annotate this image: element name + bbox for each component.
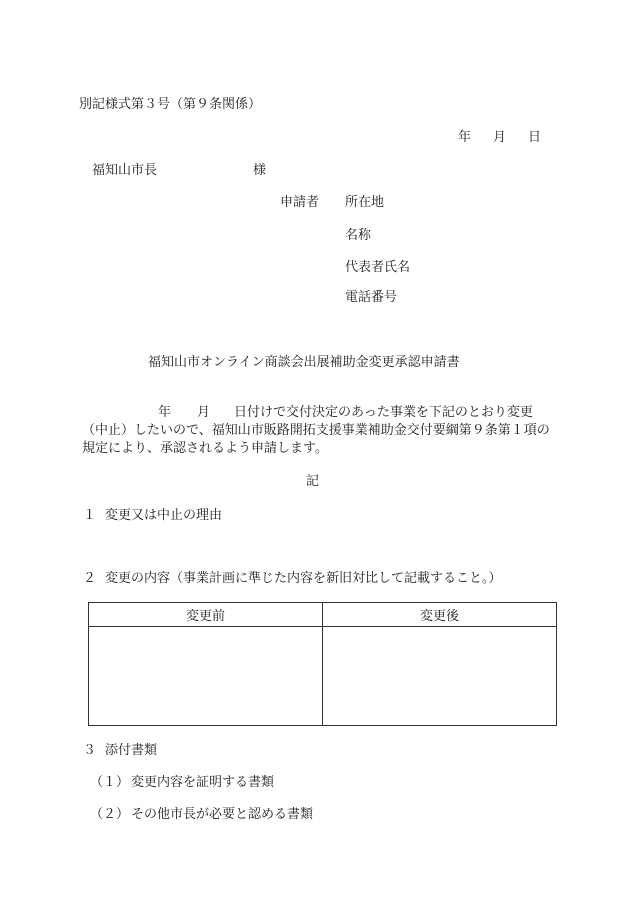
body-paragraph [82, 404, 556, 458]
cell-after-change [323, 627, 557, 726]
body-month-label: 月 [197, 405, 211, 420]
attachment-2-text: その他市長が必要と認める書類 [131, 807, 314, 822]
date-year-label: 年 [458, 130, 472, 145]
ki-heading: 記 [306, 474, 320, 489]
document-title: 福知山市オンライン商談会出展補助金変更承認申請書 [148, 355, 460, 370]
addressee-honorific: 様 [253, 163, 267, 178]
header-after-change: 変更後 [323, 603, 557, 627]
applicant-address-label: 所在地 [345, 195, 385, 210]
applicant-phone-label: 電話番号 [345, 290, 398, 305]
table-row [89, 627, 557, 726]
applicant-name-label: 名称 [345, 228, 372, 243]
body-line-1 [82, 404, 556, 422]
date-line [458, 130, 541, 146]
section-3-title: 添付書類 [105, 743, 158, 758]
section-1-title: 変更又は中止の理由 [105, 508, 223, 523]
date-month-label: 月 [493, 130, 507, 145]
body-line-2: （中止）したいので、福知山市販路開拓支援事業補助金交付要綱第９条第１項の [82, 423, 550, 438]
section-2-title: 変更の内容（事業計画に準じた内容を新旧対比して記載すること。） [105, 571, 502, 586]
date-day-label: 日 [528, 130, 542, 145]
body-year-label: 年 [158, 405, 172, 420]
form-number: 別記様式第３号（第９条関係） [79, 97, 262, 112]
body-line-1-text: 日付けで交付決定のあった事業を下記のとおり変更 [234, 405, 533, 420]
applicant-label: 申請者 [280, 195, 320, 210]
section-1-number: １ [83, 508, 97, 523]
addressee-name: 福知山市長 [92, 163, 158, 178]
attachment-2-number: （２） [90, 807, 130, 822]
header-before-change: 変更前 [89, 603, 323, 627]
section-3-number: ３ [83, 743, 97, 758]
section-2-number: ２ [83, 571, 97, 586]
attachment-1-text: 変更内容を証明する書類 [131, 775, 275, 790]
change-comparison-table [88, 602, 557, 726]
table-header-row [89, 603, 557, 627]
cell-before-change [89, 627, 323, 726]
body-line-3: 規定により、承認されるよう申請します。 [82, 441, 328, 456]
applicant-representative-label: 代表者氏名 [345, 260, 411, 275]
attachment-1-number: （１） [90, 775, 130, 790]
